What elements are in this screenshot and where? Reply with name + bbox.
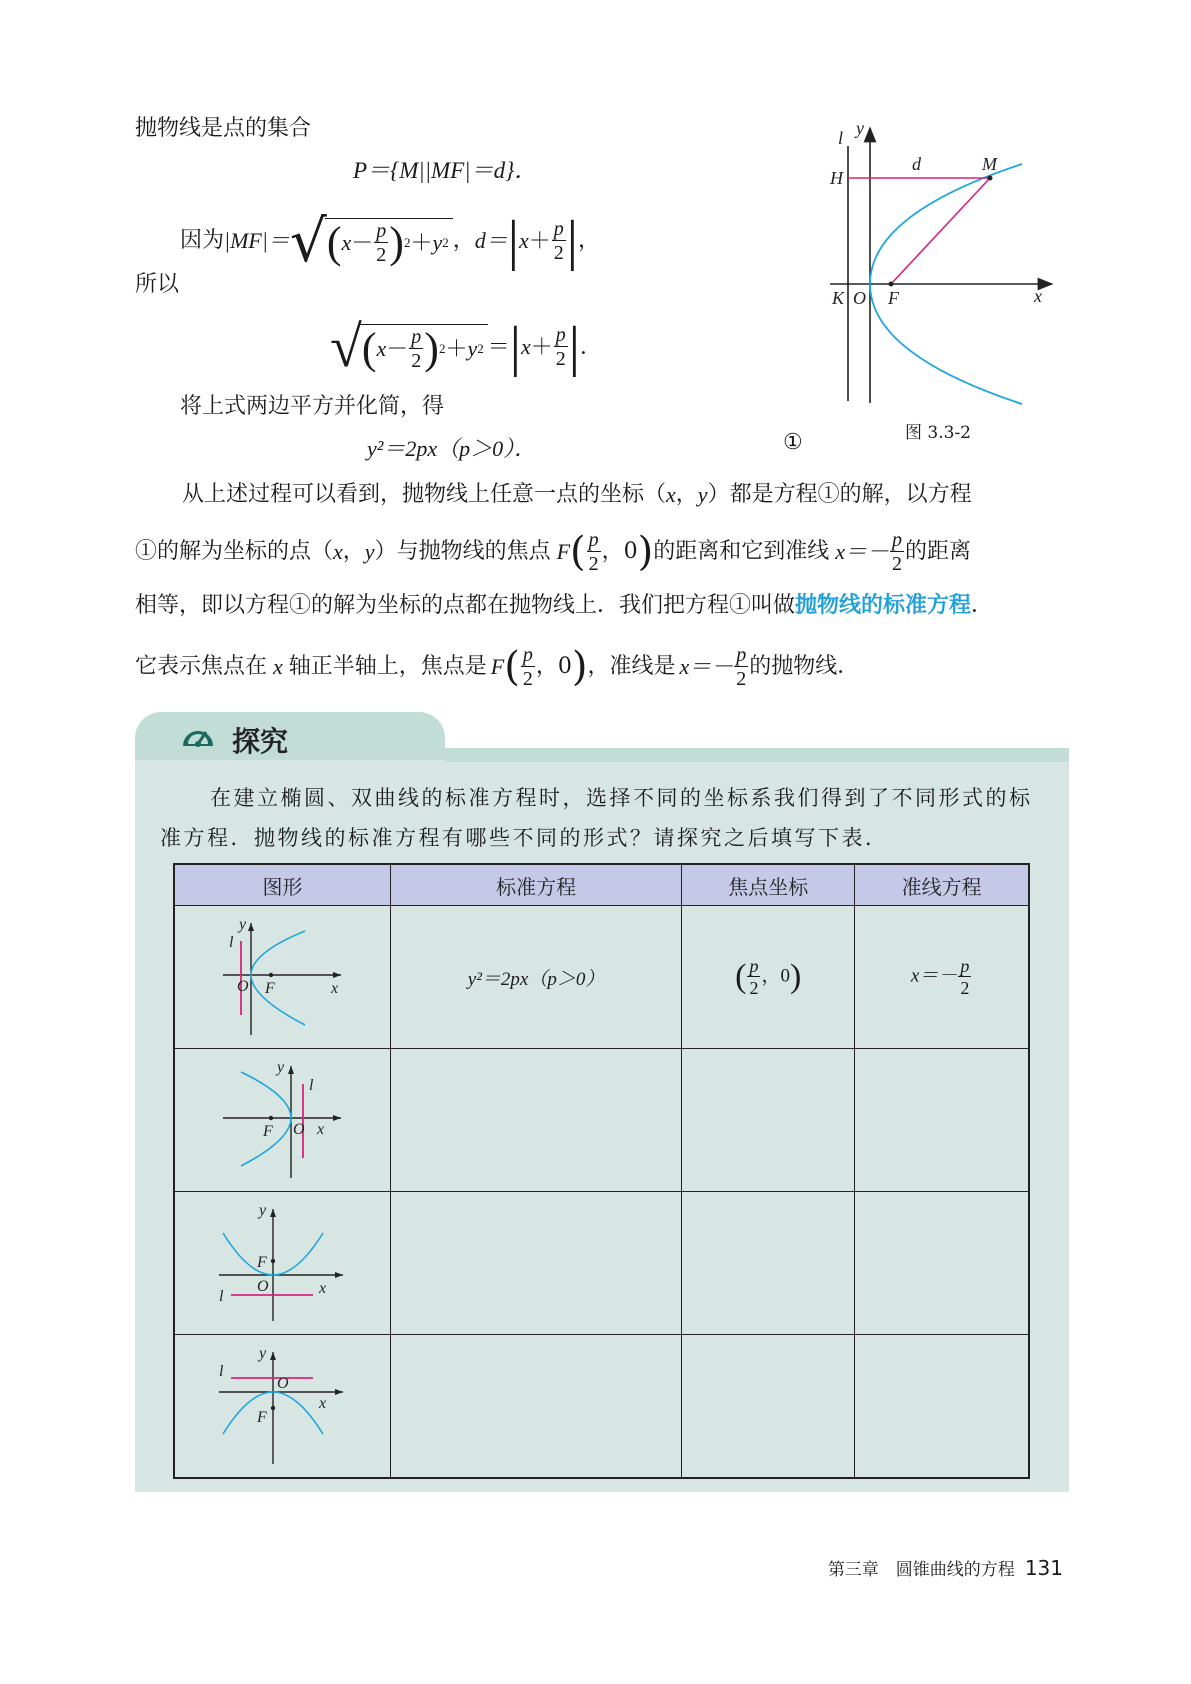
graph-cell-down bbox=[174, 1335, 391, 1479]
row1-directrix: x＝－ $\frac{p}{2}$ bbox=[855, 906, 1029, 1049]
svg-text:l: l bbox=[228, 933, 233, 951]
table-row bbox=[174, 1049, 1029, 1192]
label-k: K bbox=[832, 288, 845, 308]
point-f bbox=[889, 282, 894, 287]
paragraph-line-2: ①的解为坐标的点（ x ， y ）与抛物线的焦点 F ( $\frac{p}{2}$ ， 0 ) 的距离和它到准线 x＝－ $\frac{p}{2}$ 的距离 bbox=[135, 529, 972, 575]
header-directrix: 准线方程 bbox=[855, 864, 1029, 906]
paragraph-line-3: 相等，即以方程①的解为坐标的点都在抛物线上．我们把方程①叫做抛物线的标准方程． bbox=[135, 592, 994, 618]
row4-directrix[interactable] bbox=[855, 1335, 1029, 1479]
header-graph: 图形 bbox=[174, 864, 391, 906]
graph-cell-left bbox=[174, 1049, 391, 1192]
label-m: M bbox=[982, 154, 997, 174]
svg-text:F: F bbox=[262, 1122, 273, 1140]
label-d: d bbox=[912, 154, 921, 174]
chapter-title: 第三章 圆锥曲线的方程 bbox=[827, 1560, 1015, 1580]
header-focus: 焦点坐标 bbox=[682, 864, 855, 906]
row3-focus[interactable] bbox=[682, 1192, 855, 1335]
point-m bbox=[988, 176, 993, 181]
svg-text:y: y bbox=[258, 1344, 266, 1362]
graph-cell-up bbox=[174, 1192, 391, 1335]
equation-number: ① bbox=[783, 430, 803, 455]
svg-text:O: O bbox=[276, 1374, 289, 1392]
segment-mf bbox=[891, 178, 990, 284]
graph-opens-right bbox=[213, 913, 353, 1038]
paragraph-line-1: 从上述过程可以看到，抛物线上任意一点的坐标（ x ， y ）都是方程①的解，以方程 bbox=[182, 482, 972, 507]
set-definition: P＝{M||MF|＝d}． bbox=[353, 158, 538, 183]
distance-formulas: 因为 |MF|＝ √ ( x － $\frac{p}{2}$ ) 2 ＋ y 2 ， d＝ | x ＋ $\frac{p}{2}$ | ， bbox=[180, 207, 600, 275]
svg-text:O: O bbox=[292, 1120, 305, 1138]
row2-equation[interactable] bbox=[391, 1049, 682, 1192]
simplify-text: 将上式两边平方并化简，得 bbox=[180, 394, 445, 419]
svg-text:l: l bbox=[218, 1287, 223, 1305]
because-label: 因为 bbox=[180, 228, 225, 253]
svg-text:l: l bbox=[218, 1362, 223, 1380]
header-equation: 标准方程 bbox=[391, 864, 682, 906]
highlight-term: 抛物线的标准方程 bbox=[795, 592, 972, 618]
paragraph-line-4: 它表示焦点在 x 轴正半轴上，焦点是 F ( $\frac{p}{2}$ ， 0 ) ，准线是 x＝－ $\frac{p}{2}$ 的抛物线． bbox=[135, 644, 860, 690]
p-over-2: $\frac{p}{2}$ bbox=[376, 219, 387, 266]
svg-text:O: O bbox=[236, 977, 249, 995]
table-row bbox=[174, 1192, 1029, 1335]
svg-text:F: F bbox=[256, 1408, 267, 1426]
svg-text:l: l bbox=[308, 1076, 313, 1094]
label-l: l bbox=[838, 128, 844, 148]
row2-directrix[interactable] bbox=[855, 1049, 1029, 1192]
row4-equation[interactable] bbox=[391, 1335, 682, 1479]
sqrt-expression: √ ( x － $\frac{p}{2}$ ) 2 ＋ y 2 bbox=[290, 212, 453, 270]
svg-text:x: x bbox=[330, 979, 338, 997]
svg-text:F: F bbox=[256, 1253, 267, 1271]
svg-text:x: x bbox=[318, 1279, 326, 1297]
explore-title: 探究 bbox=[232, 725, 289, 758]
svg-text:x: x bbox=[318, 1394, 326, 1412]
svg-text:F: F bbox=[264, 979, 275, 997]
parabola-figure bbox=[820, 118, 1060, 448]
therefore-label: 所以 bbox=[135, 272, 180, 297]
explore-table bbox=[173, 863, 1030, 1479]
explore-icon bbox=[180, 720, 216, 752]
graph-opens-left bbox=[213, 1056, 353, 1181]
explore-intro-2: 准方程．抛物线的标准方程有哪些不同的形式？请探究之后填写下表． bbox=[160, 826, 889, 850]
table-row bbox=[174, 1335, 1029, 1479]
svg-text:O: O bbox=[256, 1277, 269, 1295]
page-footer bbox=[828, 1555, 1063, 1580]
label-h: H bbox=[830, 168, 843, 188]
label-o: O bbox=[853, 288, 866, 308]
graph-opens-up bbox=[213, 1199, 353, 1324]
graph-opens-down bbox=[213, 1342, 353, 1467]
table-row bbox=[174, 906, 1029, 1049]
svg-text:y: y bbox=[238, 915, 246, 933]
row2-focus[interactable] bbox=[682, 1049, 855, 1192]
row4-focus[interactable] bbox=[682, 1335, 855, 1479]
svg-text:y: y bbox=[276, 1058, 284, 1076]
mf-lhs: |MF|＝ bbox=[224, 228, 290, 253]
label-f: F bbox=[888, 288, 899, 308]
intro-text: 抛物线是点的集合 bbox=[135, 116, 312, 141]
label-y: y bbox=[856, 118, 864, 138]
standard-equation: y²＝2px（p＞0）． bbox=[367, 436, 537, 461]
explore-bar bbox=[445, 748, 1069, 762]
label-x: x bbox=[1034, 286, 1042, 306]
page-number: 131 bbox=[1024, 1556, 1063, 1580]
figure-caption: 图 3.3-2 bbox=[905, 423, 971, 443]
row3-equation[interactable] bbox=[391, 1192, 682, 1335]
d-lhs: d＝ bbox=[474, 228, 508, 253]
table-header-row bbox=[174, 864, 1029, 906]
svg-text:y: y bbox=[258, 1201, 266, 1219]
graph-cell-right bbox=[174, 906, 391, 1049]
radical-sign: √ bbox=[289, 207, 327, 275]
row1-equation: y²＝2px（p＞0） bbox=[391, 906, 682, 1049]
distance-equation: √ ( x － $\frac{p}{2}$ ) 2 ＋ y 2 ＝ | x ＋ $\frac{p}{2}$ | ． bbox=[330, 314, 602, 379]
row3-directrix[interactable] bbox=[855, 1192, 1029, 1335]
svg-text:x: x bbox=[316, 1120, 324, 1138]
row1-focus: ( $\frac{p}{2}$ ，0) bbox=[682, 906, 855, 1049]
explore-intro-1: 在建立椭圆、双曲线的标准方程时，选择不同的坐标系我们得到了不同形式的标 bbox=[210, 786, 1033, 810]
